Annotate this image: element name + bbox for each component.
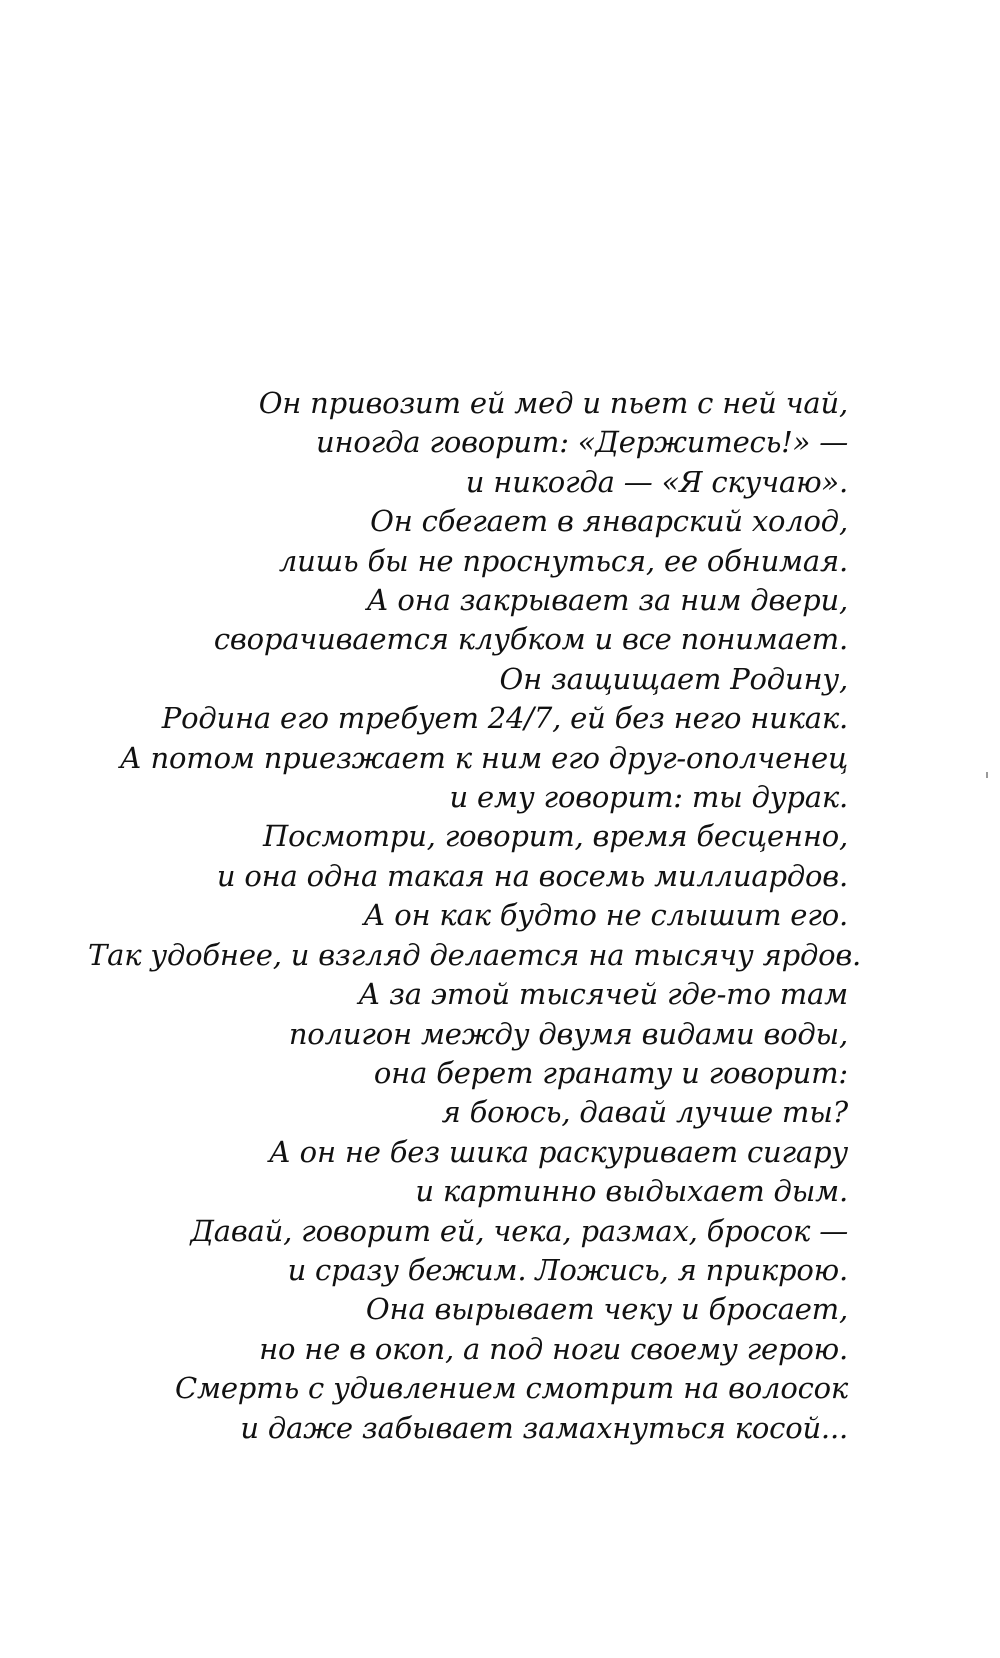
poem-line: и ему говорит: ты дурак. <box>449 780 848 815</box>
poem-line: и картинно выдыхает дым. <box>415 1174 848 1209</box>
poem-line: она берет гранату и говорит: <box>373 1055 848 1090</box>
poem-line: А потом приезжает к ним его друг-ополченец <box>119 740 848 775</box>
poem-line: Он привозит ей мед и пьет с ней чай, <box>258 386 848 420</box>
poem-line: сворачивается клубком и все понимает. <box>213 622 848 657</box>
poem-line: Он защищает Родину, <box>499 661 848 696</box>
poem-line: но не в окоп, а под ноги своему герою. <box>259 1331 848 1366</box>
poem-line: лишь бы не проснуться, ее обнимая. <box>278 543 848 578</box>
poem-line: Давай, говорит ей, чека, размах, бросок — <box>190 1213 848 1248</box>
poem-line: и она одна такая на восемь миллиардов. <box>216 858 848 893</box>
poem-line: полигон между двумя видами воды, <box>288 1016 848 1051</box>
poem-line: А она закрывает за ним двери, <box>366 583 848 618</box>
poem-line: Так удобнее, и взгляд делается на тысячу ярдов. <box>88 937 862 972</box>
poem-line: А за этой тысячей где-то там <box>358 977 848 1012</box>
poem-line: и никогда — «Я скучаю». <box>465 464 848 499</box>
poem-line: я боюсь, давай лучше ты? <box>441 1095 848 1130</box>
poem-line: иногда говорит: «Держитесь!» — <box>316 425 848 460</box>
poem-line: А он не без шика раскуривает сигару <box>268 1134 848 1169</box>
poem-text <box>88 384 862 1448</box>
poem-line: Посмотри, говорит, время бесценно, <box>263 819 848 854</box>
poem-line: и сразу бежим. Ложись, я прикрою. <box>287 1252 848 1287</box>
poem-line: Смерть с удивлением смотрит на волосок <box>174 1371 848 1406</box>
poem-line: А он как будто не слышит его. <box>363 898 848 933</box>
poem-line: и даже забывает замахнуться косой... <box>240 1410 848 1445</box>
scan-speck <box>986 772 988 778</box>
poem-line: Он сбегает в январский холод, <box>370 504 848 539</box>
poem-line: Родина его требует 24/7, ей без него никак. <box>161 701 848 736</box>
poem-line: Она вырывает чеку и бросает, <box>365 1292 848 1327</box>
